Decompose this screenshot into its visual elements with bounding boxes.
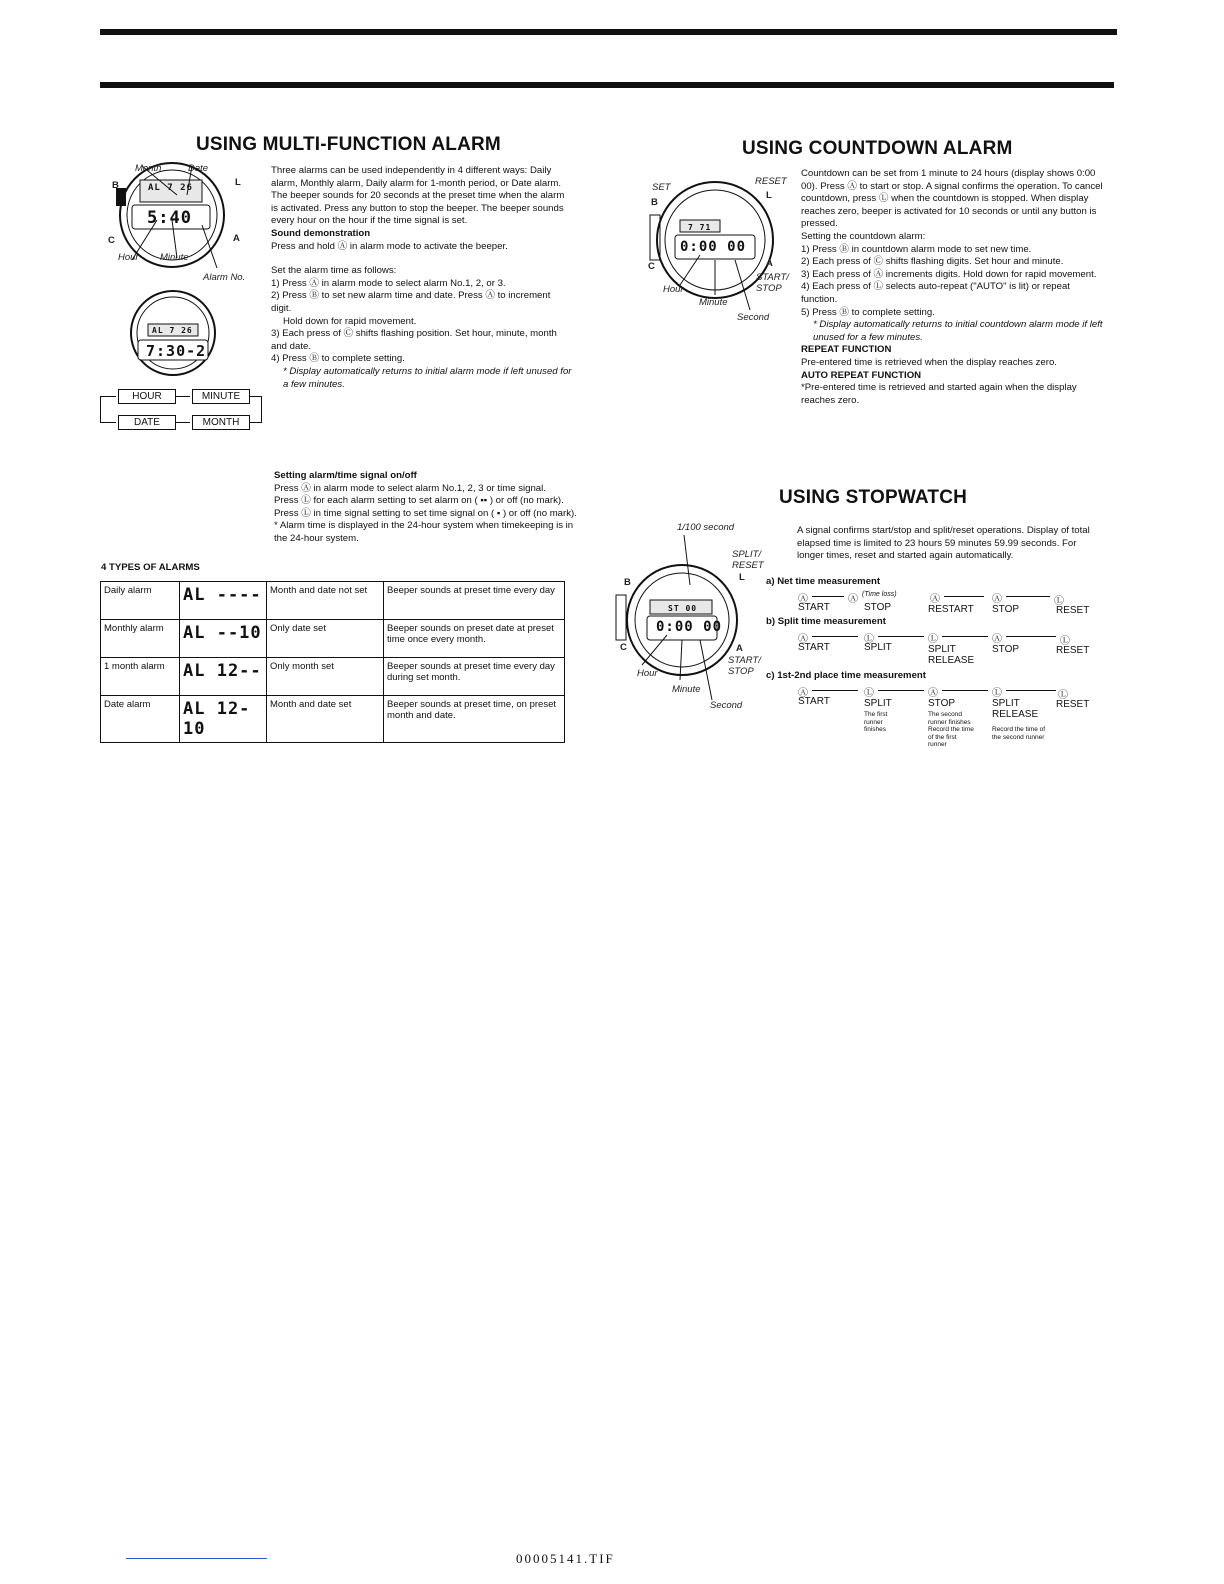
button-c-label: C (648, 261, 655, 272)
seq-label: RESTART (928, 604, 974, 615)
seq-arrow (878, 690, 924, 691)
date-box: DATE (118, 415, 176, 430)
hour-box: HOUR (118, 389, 176, 404)
auto-title: AUTO REPEAT FUNCTION (801, 369, 922, 381)
seq-key: Ⓛ (1060, 636, 1070, 647)
button-b-label: B (112, 180, 119, 191)
place-sequence (798, 684, 1098, 774)
stopwatch-top-display: ST 00 (668, 604, 698, 613)
table-row (101, 696, 565, 743)
seq-label: SPLIT RELEASE (992, 698, 1039, 720)
minute-label: Minute (672, 684, 701, 695)
signal-text: * Alarm time is displayed in the 24-hour system when timekeeping is in the 24-hour system. (274, 520, 574, 544)
alarm-step: 4) Press Ⓑ to complete setting. (271, 353, 405, 365)
seq-key: Ⓛ (992, 688, 1002, 699)
alarm-intro: Three alarms can be used independently in 4 different ways: Daily alarm, Monthly alarm, Daily alarm for 1-month period, or Date alarm. The beeper sounds for 20 seconds at the preset time when the alarm is activated. Press any button to stop the beeper. The beeper sounds every hour on the hour if the time signal is set. (271, 165, 565, 227)
type-setting: Month and date set (267, 696, 384, 743)
second-label: Second (710, 700, 743, 711)
sound-demo-title: Sound demonstration (271, 227, 371, 239)
seq-label: START (798, 602, 830, 613)
seq-arrow (942, 636, 988, 637)
seq-label: RESET (1056, 645, 1090, 656)
stopwatch-main-display: 0:00 00 (656, 619, 723, 635)
seq-key: Ⓐ (798, 594, 808, 605)
date-label: Date (188, 163, 209, 174)
seq-key: Ⓛ (1058, 690, 1068, 701)
type-setting: Only date set (267, 620, 384, 658)
split-reset-label: SPLIT/ RESET (732, 549, 764, 571)
button-b-label: B (624, 577, 631, 588)
cycle-line (100, 396, 101, 423)
split-sequence (798, 630, 1098, 670)
seq-note: (Time loss) (862, 591, 897, 598)
watch2-main-display: 7:30-2 (146, 342, 207, 360)
seq-label: STOP (928, 698, 956, 709)
types-title: 4 TYPES OF ALARMS (101, 562, 200, 573)
watch1-top-display: AL 7 26 (148, 183, 193, 193)
second-label: Second (737, 312, 770, 323)
seq-label: RESET (1056, 699, 1090, 710)
seq-key: Ⓛ (928, 634, 938, 645)
type-display: AL 12-10 (180, 696, 267, 743)
countdown-note: * Display automatically returns to initial countdown alarm mode if left unused for a few minutes. (813, 319, 1103, 343)
repeat-title: REPEAT FUNCTION (801, 344, 892, 356)
footer-filename: 00005141.TIF (516, 1551, 615, 1566)
seq-arrow (944, 596, 984, 597)
start-stop-label: START/ STOP (728, 655, 761, 677)
type-desc: Beeper sounds on preset date at preset time once every month. (384, 620, 565, 658)
alarm-types-table (100, 581, 565, 743)
type-display: AL ---- (180, 582, 267, 620)
top-rule (100, 29, 1117, 35)
seq-arrow (1006, 636, 1056, 637)
signal-text: Press Ⓐ in alarm mode to select alarm No.1, 2, 3 or time signal. (274, 482, 546, 494)
watch2-top-display: AL 7 26 (152, 326, 193, 335)
watch1-main-display: 5:40 (147, 208, 192, 228)
set-label: SET (652, 182, 671, 193)
type-setting: Month and date not set (267, 582, 384, 620)
place-note: Record the time of the second runner (992, 726, 1046, 741)
seq-arrow (942, 690, 988, 691)
type-display: AL 12-- (180, 658, 267, 696)
button-l-label: L (235, 177, 241, 188)
set-intro: Set the alarm time as follows: (271, 265, 397, 277)
alarm-no-label: Alarm No. (203, 272, 246, 283)
button-a-label: A (766, 258, 773, 269)
type-name: Monthly alarm (101, 620, 180, 658)
seq-label: SPLIT (864, 642, 892, 653)
alarm-title: USING MULTI-FUNCTION ALARM (196, 134, 501, 155)
type-name: Daily alarm (101, 582, 180, 620)
cycle-line (100, 422, 116, 423)
countdown-text-block (801, 168, 1104, 407)
type-setting: Only month set (267, 658, 384, 696)
footer-link-line (126, 1558, 267, 1559)
button-a-label: A (736, 643, 743, 654)
countdown-title: USING COUNTDOWN ALARM (742, 138, 1013, 159)
seq-label: STOP (864, 602, 892, 613)
button-l-label: L (766, 190, 772, 201)
seq-label: STOP (992, 644, 1020, 655)
button-b-label: B (651, 197, 658, 208)
seq-key: Ⓐ (798, 634, 808, 645)
type-desc: Beeper sounds at preset time, on preset month and date. (384, 696, 565, 743)
seq-label: START (798, 696, 830, 707)
seq-label: RESET (1056, 605, 1090, 616)
alarm-step: 1) Press Ⓐ in alarm mode to select alarm No.1, 2, or 3. (271, 277, 506, 289)
countdown-top-display: 7 71 (688, 223, 712, 232)
type-desc: Beeper sounds at preset time every day (384, 582, 565, 620)
cycle-line (261, 396, 262, 423)
stopwatch-title: USING STOPWATCH (779, 487, 968, 508)
countdown-step: 5) Press Ⓑ to complete setting. (801, 306, 935, 318)
type-display: AL --10 (180, 620, 267, 658)
seq-arrow (812, 690, 858, 691)
hour-label: Hour (118, 252, 139, 263)
seq-key: Ⓐ (848, 594, 858, 605)
signal-title: Setting alarm/time signal on/off (274, 470, 417, 481)
seq-key: Ⓐ (930, 594, 940, 605)
seq-label: SPLIT RELEASE (928, 644, 975, 666)
minute-label: Minute (160, 252, 189, 263)
sound-demo-text: Press and hold Ⓐ in alarm mode to activate the beeper. (271, 240, 508, 252)
alarm-step: Hold down for rapid movement. (283, 315, 417, 327)
cycle-line (250, 422, 262, 423)
countdown-main-display: 0:00 00 (680, 239, 747, 255)
button-c-label: C (620, 642, 627, 653)
seq-key: Ⓛ (864, 688, 874, 699)
type-desc: Beeper sounds at preset time every day during set month. (384, 658, 565, 696)
reset-label: RESET (755, 176, 787, 187)
place-title: c) 1st-2nd place time measurement (766, 670, 926, 681)
alarm-step: 2) Press Ⓑ to set new alarm time and date. Press Ⓐ to increment digit. (271, 290, 551, 314)
hundredth-label: 1/100 second (677, 522, 735, 533)
split-title: b) Split time measurement (766, 616, 886, 627)
type-name: Date alarm (101, 696, 180, 743)
month-label: Month (135, 163, 162, 174)
alarm-step: 3) Each press of Ⓒ shifts flashing position. Set hour, minute, month and date. (271, 328, 557, 352)
seq-arrow (812, 636, 858, 637)
place-note: The first runner finishes (864, 711, 888, 733)
cycle-line (176, 396, 190, 397)
seq-key: Ⓐ (798, 688, 808, 699)
alarm-text-block (271, 165, 573, 391)
countdown-step: 2) Each press of Ⓒ shifts flashing digits. Set hour and minute. (801, 256, 1064, 268)
alarm-note: * Display automatically returns to initial alarm mode if left unused for a few minutes. (283, 365, 572, 390)
seq-arrow (878, 636, 924, 637)
type-name: 1 month alarm (101, 658, 180, 696)
signal-block (274, 470, 579, 546)
button-c-label: C (108, 235, 115, 246)
countdown-step: 1) Press Ⓑ in countdown alarm mode to set new time. (801, 243, 1032, 255)
countdown-step: 4) Each press of Ⓛ selects auto-repeat ("AUTO" is lit) or repeat function. (801, 281, 1070, 305)
cycle-line (176, 422, 190, 423)
seq-label: SPLIT (864, 698, 892, 709)
hour-label: Hour (663, 284, 684, 295)
seq-key: Ⓛ (864, 634, 874, 645)
seq-key: Ⓐ (928, 688, 938, 699)
start-stop-label: START/ STOP (756, 272, 789, 294)
countdown-setting-title: Setting the countdown alarm: (801, 230, 926, 242)
signal-text: Press Ⓛ for each alarm setting to set alarm on ( ▪▪ ) or off (no mark). Press Ⓛ in time signal setting to set time signal on ( ▪ ) or off (no mark). (274, 495, 577, 519)
net-title: a) Net time measurement (766, 576, 881, 587)
seq-key: Ⓐ (992, 634, 1002, 645)
table-row (101, 620, 565, 658)
countdown-step: 3) Each press of Ⓐ increments digits. Hold down for rapid movement. (801, 268, 1097, 280)
second-rule (100, 82, 1114, 88)
button-l-label: L (739, 572, 745, 583)
seq-label: STOP (992, 604, 1020, 615)
button-a-label: A (233, 233, 240, 244)
cycle-line (100, 396, 116, 397)
seq-label: START (798, 642, 830, 653)
minute-box: MINUTE (192, 389, 250, 404)
seq-key: Ⓐ (992, 594, 1002, 605)
repeat-text: Pre-entered time is retrieved when the display reaches zero. (801, 356, 1057, 368)
seq-arrow (812, 596, 844, 597)
minute-label: Minute (699, 297, 728, 308)
countdown-intro: Countdown can be set from 1 minute to 24 hours (display shows 0:00 00). Press Ⓐ to start or stop. A signal confirms the operation. To cancel countdown, press Ⓛ when the countdown is stopped. When display reaches zero, beeper is activated for 10 seconds or until any button is pressed. (801, 168, 1103, 230)
stopwatch-intro: A signal confirms start/stop and split/reset operations. Display of total elapsed time is limited to 23 hours 59 minutes 59.99 seconds. For longer times, reset and started again automatically. (797, 525, 1090, 562)
auto-text: *Pre-entered time is retrieved and started again when the display reaches zero. (801, 382, 1077, 406)
seq-arrow (1006, 690, 1056, 691)
place-note: The second runner finishes Record the time of the first runner (928, 711, 974, 748)
table-row (101, 582, 565, 620)
seq-key: Ⓛ (1054, 596, 1064, 607)
month-box: MONTH (192, 415, 250, 430)
table-row (101, 658, 565, 696)
seq-arrow (1006, 596, 1050, 597)
hour-label: Hour (637, 668, 658, 679)
